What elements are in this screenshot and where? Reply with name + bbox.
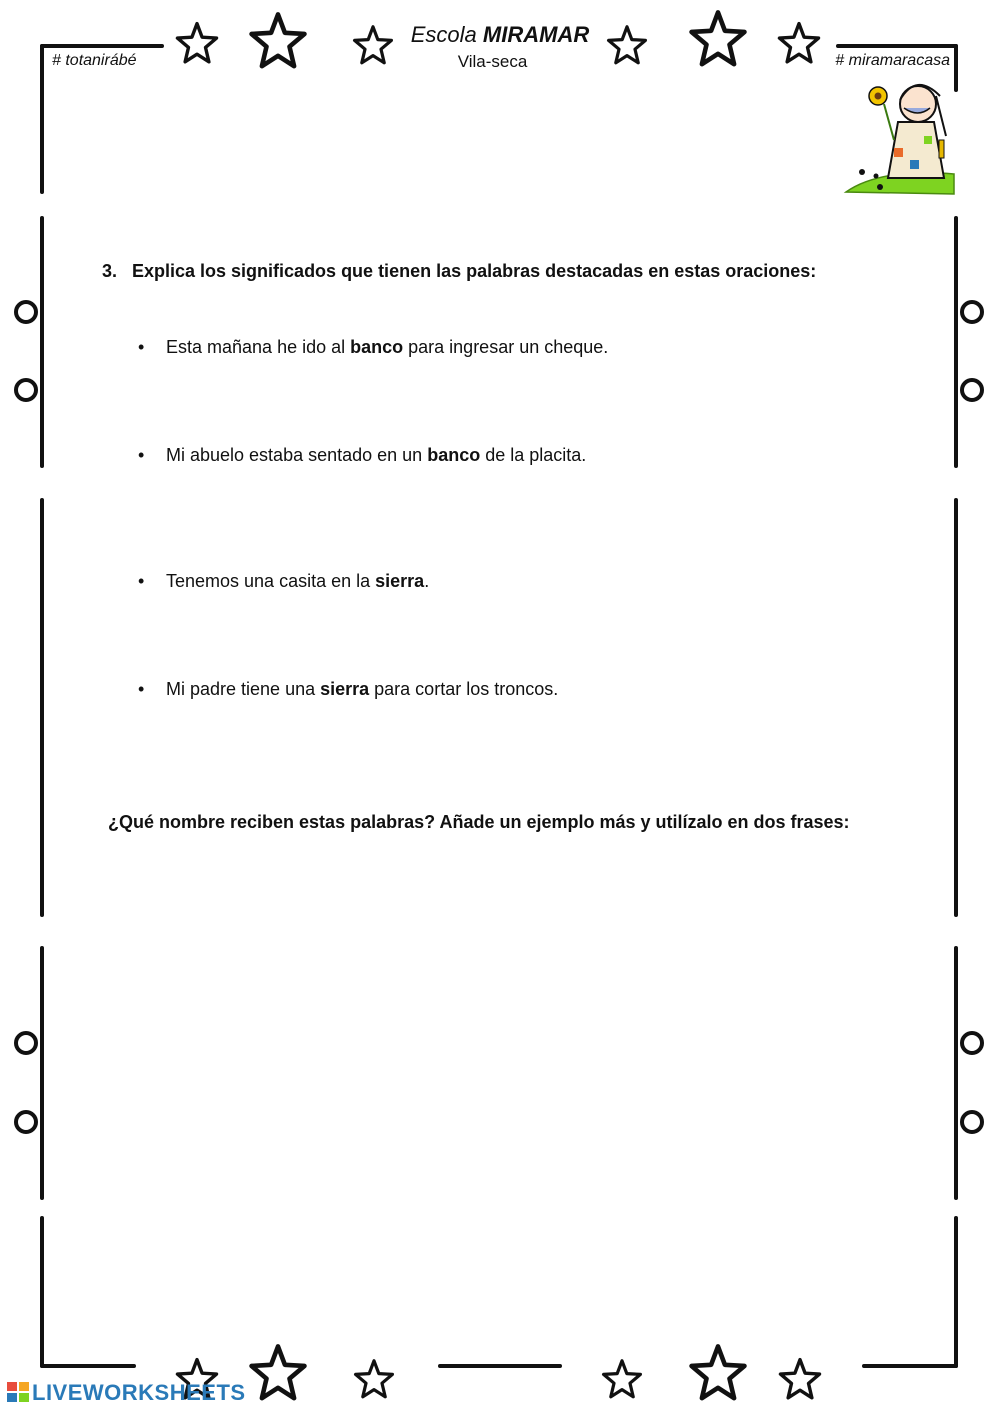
instruction-text: Explica los significados que tienen las palabras destacadas en estas oraciones: bbox=[132, 261, 817, 281]
exercise-instruction bbox=[102, 261, 816, 282]
hashtag-right: # miramaracasa bbox=[835, 52, 950, 69]
follow-up-question: ¿Qué nombre reciben estas palabras? Añade un ejemplo más y utilízalo en dos frases: bbox=[108, 812, 850, 832]
school-name-heading bbox=[330, 22, 670, 48]
bullet-icon: • bbox=[138, 571, 145, 591]
sentence-item: • Mi abuelo estaba sentado en un banco de la placita. bbox=[138, 445, 587, 465]
highlighted-word: sierra bbox=[320, 679, 370, 699]
bullet-icon: • bbox=[138, 679, 145, 699]
hashtag-left: # totanirábé bbox=[52, 52, 137, 69]
liveworksheets-logo[interactable] bbox=[6, 1380, 246, 1406]
sentence-item: • Mi padre tiene una sierra para cortar los troncos. bbox=[138, 679, 559, 699]
school-prefix: Escola bbox=[410, 22, 477, 47]
bullet-icon: • bbox=[138, 445, 145, 465]
highlighted-word: sierra bbox=[375, 571, 425, 591]
sentence-item: • Tenemos una casita en la sierra. bbox=[138, 571, 430, 591]
liveworksheets-brand-text: LIVEWORKSHEETS bbox=[32, 1380, 246, 1405]
exercise-number: 3. bbox=[102, 261, 118, 281]
school-city: Vila-seca bbox=[457, 52, 528, 71]
child-with-flower-illustration bbox=[846, 85, 954, 194]
school-name: MIRAMAR bbox=[482, 22, 590, 47]
sentence-item: • Esta mañana he ido al banco para ingresar un cheque. bbox=[138, 337, 609, 357]
liveworksheets-badge-icon bbox=[6, 1381, 30, 1403]
highlighted-word: banco bbox=[427, 445, 481, 465]
highlighted-word: banco bbox=[350, 337, 404, 357]
bullet-icon: • bbox=[138, 337, 145, 357]
